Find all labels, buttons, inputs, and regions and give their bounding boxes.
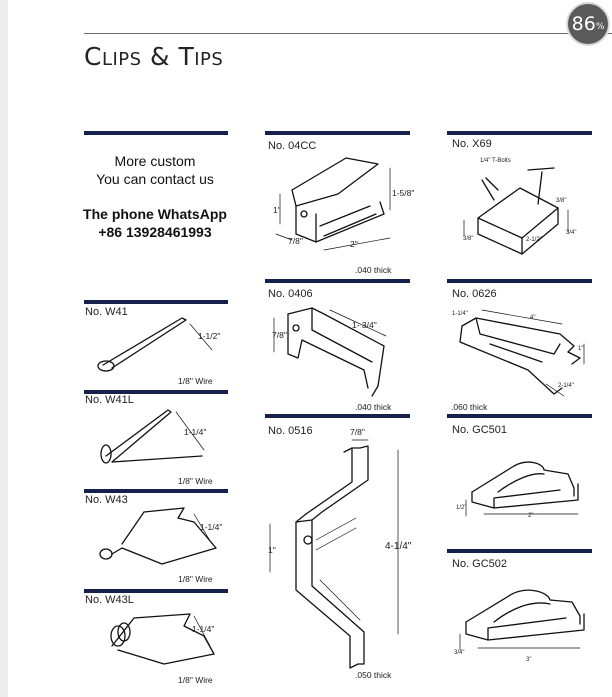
0516-label: No. 0516 (268, 425, 313, 437)
x69-label: No. X69 (452, 138, 492, 150)
x69-rule (447, 131, 592, 135)
zoom-unit: % (595, 22, 605, 32)
0626-rule (447, 279, 592, 283)
w41l-drawing (92, 406, 232, 476)
0516-dim-top: 7/8" (350, 427, 365, 437)
04cc-dim-v: 1" (273, 205, 281, 215)
04cc-thick: .040 thick (355, 265, 392, 275)
w43-wire: 1/8" Wire (178, 574, 213, 584)
04cc-label: No. 04CC (268, 140, 317, 152)
zoom-value: 86 (571, 13, 596, 35)
contact-line-4: +86 13928461993 (98, 224, 212, 240)
contact-line-3: The phone WhatsApp (83, 206, 227, 222)
0516-thick: .050 thick (355, 670, 392, 680)
w43l-drawing (94, 606, 234, 676)
0406-drawing (268, 300, 408, 402)
gc501-dim-b: 2" (528, 513, 534, 519)
gc502-dim-b: 3" (526, 657, 532, 663)
gc501-dim-a: 1/2" (456, 505, 467, 511)
w43-label: No. W43 (85, 494, 128, 506)
w41-rule (84, 300, 228, 304)
w41l-wire: 1/8" Wire (178, 476, 213, 486)
0406-label: No. 0406 (268, 288, 313, 300)
0626-thick: .060 thick (451, 402, 488, 412)
w41-drawing (90, 310, 230, 382)
contact-line-2: You can contact us (96, 171, 214, 187)
0516-dim-v: 1" (268, 545, 276, 555)
0516-drawing (266, 440, 416, 670)
gc501-drawing (458, 444, 588, 534)
04cc-dim-d: 7/8" (288, 236, 303, 246)
0516-rule (265, 414, 410, 418)
gc502-drawing (458, 578, 588, 658)
w43l-wire: 1/8" Wire (178, 675, 213, 685)
w41l-label: No. W41L (85, 394, 134, 406)
w43-drawing (92, 504, 232, 578)
w43l-dim: 1-1/4" (192, 624, 215, 634)
0406-dim-v: 7/8" (272, 330, 287, 340)
w43-dim: 1-1/4" (200, 522, 223, 532)
left-gutter (0, 0, 8, 697)
04cc-rule (265, 131, 410, 135)
x69-drawing (458, 160, 598, 260)
w41-wire: 1/8" Wire (178, 376, 213, 386)
w41l-dim: 1-1/4" (184, 427, 207, 437)
gc501-label: No. GC501 (452, 424, 508, 436)
0626-dim-b: 4" (530, 315, 536, 321)
0626-drawing (450, 304, 590, 404)
gc502-dim-a: 3/4" (454, 650, 465, 656)
04cc-dim-w: 2" (350, 239, 358, 249)
0406-rule (265, 279, 410, 283)
0626-dim-c: 1" (578, 346, 584, 352)
x69-bolts: 1/4" T-Bolts (480, 158, 511, 164)
0626-dim-a: 1-1/4" (452, 311, 468, 317)
0516-dim-h: 4-1/4" (385, 541, 412, 552)
w41-label: No. W41 (85, 306, 128, 318)
x69-dim-b: 3/8" (463, 236, 474, 242)
x69-dim-c: 2-1/2" (526, 237, 542, 243)
contact-rule (84, 131, 228, 135)
0406-dim-l: 1- 3/4" (352, 320, 377, 330)
04cc-dim-h: 1-5/8" (392, 188, 415, 198)
w43-rule (84, 489, 228, 493)
contact-line-1: More custom (114, 153, 196, 169)
04cc-drawing (272, 154, 415, 266)
gc502-rule (447, 549, 592, 553)
0406-thick: .040 thick (355, 402, 392, 412)
w41-dim: 1-1/2" (198, 331, 221, 341)
w43l-rule (84, 589, 228, 593)
header-rule (84, 33, 612, 34)
w43l-label: No. W43L (85, 594, 134, 606)
x69-dim-d: 3/4" (566, 230, 577, 236)
gc502-label: No. GC502 (452, 558, 508, 570)
x69-dim-a: 3/8" (556, 198, 567, 204)
page-title: Clips & Tips (84, 42, 224, 71)
zoom-badge (566, 2, 610, 46)
0626-dim-d: 2-1/4" (558, 383, 574, 389)
0626-label: No. 0626 (452, 288, 497, 300)
gc501-rule (447, 414, 592, 418)
